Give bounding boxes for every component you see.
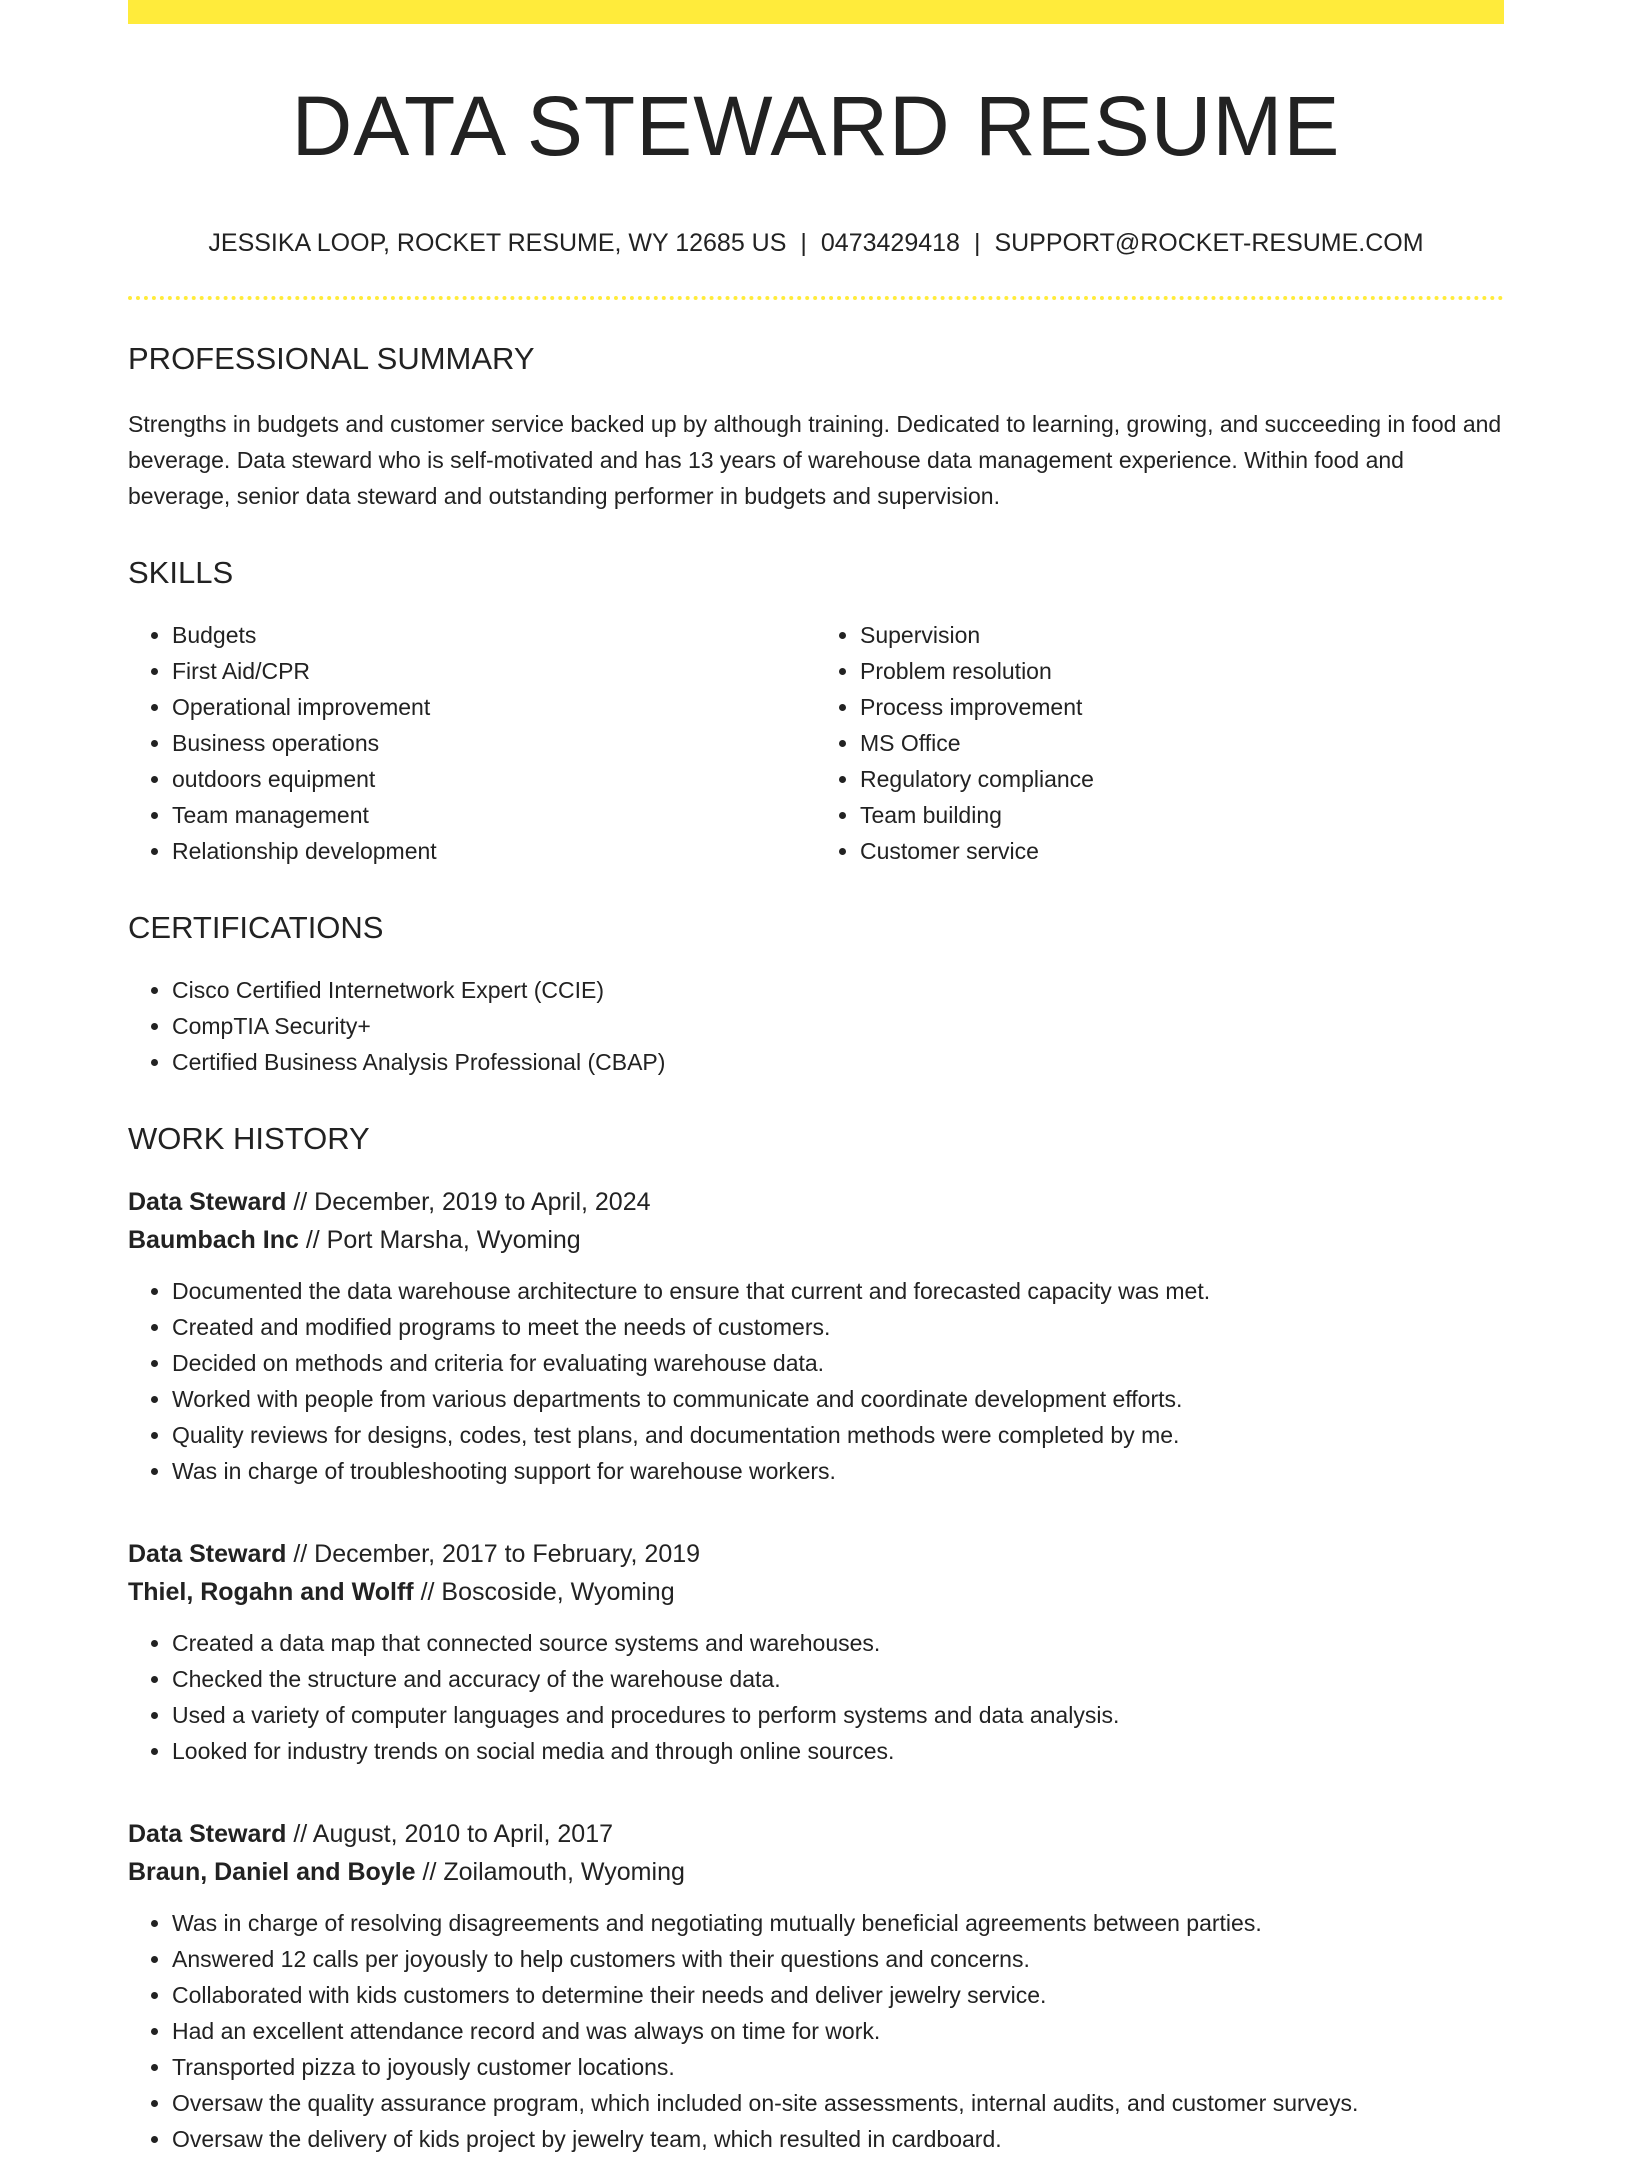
certification-item: • Certified Business Analysis Professional (CBAP): [172, 1044, 1504, 1080]
job-bullet: • Transported pizza to joyously customer locations.: [172, 2049, 1504, 2085]
job-dates: // August, 2010 to April, 2017: [286, 1820, 614, 1849]
job-entry: [128, 1815, 1504, 2157]
job-bullet: • Decided on methods and criteria for evaluating warehouse data.: [172, 1345, 1504, 1381]
job-role-line: [128, 1183, 1504, 1221]
skill-item: • Team management: [172, 797, 816, 833]
job-company: Thiel, Rogahn and Wolff: [128, 1578, 414, 1607]
contact-email: SUPPORT@ROCKET-RESUME.COM: [994, 229, 1424, 258]
resume-title: DATA STEWARD RESUME: [291, 79, 1341, 173]
summary-text: Strengths in budgets and customer service backed up by although training. Dedicated to learning, growing, and succeeding in food and beverage. Data steward who is self-motivated and has 13 years of warehouse data management experience. Within food and beverage, senior data steward and outstanding performer in budgets and supervision.: [128, 410, 1502, 509]
job-bullet: • Created and modified programs to meet the needs of customers.: [172, 1309, 1504, 1345]
skills-grid: [128, 617, 1504, 869]
job-bullet: • Oversaw the delivery of kids project by jewelry team, which resulted in cardboard.: [172, 2121, 1504, 2157]
certification-item: • CompTIA Security+: [172, 1008, 1504, 1044]
summary-heading: PROFESSIONAL SUMMARY: [128, 341, 535, 377]
job-bullets: [128, 1273, 1504, 1489]
job-role: Data Steward: [128, 1820, 287, 1849]
resume-page: [128, 0, 1504, 2157]
summary-section: [128, 340, 1504, 513]
header-divider: [128, 296, 1504, 300]
job-entry: [128, 1535, 1504, 1769]
job-role: Data Steward: [128, 1188, 287, 1217]
job-location: // Port Marsha, Wyoming: [298, 1226, 581, 1255]
job-bullet: • Checked the structure and accuracy of the warehouse data.: [172, 1661, 1504, 1697]
contact-separator: |: [973, 229, 981, 258]
skill-item: • Problem resolution: [860, 653, 1504, 689]
contact-address: JESSIKA LOOP, ROCKET RESUME, WY 12685 US: [208, 229, 787, 258]
certifications-list: [128, 972, 1504, 1080]
skill-item: • Process improvement: [860, 689, 1504, 725]
job-role-line: [128, 1815, 1504, 1853]
skill-item: • MS Office: [860, 725, 1504, 761]
job-dates: // December, 2019 to April, 2024: [286, 1188, 651, 1217]
job-bullets: [128, 1905, 1504, 2157]
job-company-line: [128, 1573, 1504, 1611]
job-bullet: • Quality reviews for designs, codes, test plans, and documentation methods were completed by me.: [172, 1417, 1504, 1453]
contact-phone: 0473429418: [820, 229, 960, 258]
job-entry: [128, 1183, 1504, 1489]
certification-item: • Cisco Certified Internetwork Expert (CCIE): [172, 972, 1504, 1008]
job-bullet: • Created a data map that connected source systems and warehouses.: [172, 1625, 1504, 1661]
job-bullet: • Looked for industry trends on social media and through online sources.: [172, 1733, 1504, 1769]
skill-item: • Budgets: [172, 617, 816, 653]
skill-item: • outdoors equipment: [172, 761, 816, 797]
skill-item: • Operational improvement: [172, 689, 816, 725]
work-history-heading: WORK HISTORY: [128, 1120, 370, 1156]
job-company-line: [128, 1853, 1504, 1891]
job-bullet: • Had an excellent attendance record and was always on time for work.: [172, 2013, 1504, 2049]
skill-item: • Team building: [860, 797, 1504, 833]
skills-list-right: [816, 617, 1504, 869]
top-accent-bar: [128, 0, 1504, 24]
skill-item: • Business operations: [172, 725, 816, 761]
job-location: // Boscoside, Wyoming: [413, 1578, 675, 1607]
job-company: Braun, Daniel and Boyle: [128, 1858, 416, 1887]
skills-section: [128, 554, 1504, 869]
skill-item: • Supervision: [860, 617, 1504, 653]
job-bullet: • Collaborated with kids customers to determine their needs and deliver jewelry service.: [172, 1977, 1504, 2013]
job-bullet: • Documented the data warehouse architecture to ensure that current and forecasted capacity was met.: [172, 1273, 1504, 1309]
skill-item: • Relationship development: [172, 833, 816, 869]
job-bullet: • Oversaw the quality assurance program, which included on-site assessments, internal audits, and customer surveys.: [172, 2085, 1504, 2121]
contact-separator: |: [800, 229, 807, 258]
certifications-section: [128, 909, 1504, 1080]
job-bullets: [128, 1625, 1504, 1769]
skill-item: • Customer service: [860, 833, 1504, 869]
job-bullet: • Was in charge of troubleshooting support for warehouse workers.: [172, 1453, 1504, 1489]
skill-item: • First Aid/CPR: [172, 653, 816, 689]
job-bullet: • Used a variety of computer languages and procedures to perform systems and data analysis.: [172, 1697, 1504, 1733]
job-company: Baumbach Inc: [128, 1226, 299, 1255]
job-dates: // December, 2017 to February, 2019: [286, 1540, 701, 1569]
job-role-line: [128, 1535, 1504, 1573]
work-history-section: [128, 1120, 1504, 2157]
job-bullet: • Worked with people from various departments to communicate and coordinate development efforts.: [172, 1381, 1504, 1417]
job-bullet: • Was in charge of resolving disagreements and negotiating mutually beneficial agreements between parties.: [172, 1905, 1504, 1941]
certifications-heading: CERTIFICATIONS: [128, 909, 384, 945]
job-role: Data Steward: [128, 1540, 287, 1569]
contact-line: [128, 228, 1504, 258]
job-company-line: [128, 1221, 1504, 1259]
skills-heading: SKILLS: [128, 554, 234, 590]
job-location: // Zoilamouth, Wyoming: [415, 1858, 685, 1887]
job-bullet: • Answered 12 calls per joyously to help customers with their questions and concerns.: [172, 1941, 1504, 1977]
skill-item: • Regulatory compliance: [860, 761, 1504, 797]
skills-list-left: [128, 617, 816, 869]
